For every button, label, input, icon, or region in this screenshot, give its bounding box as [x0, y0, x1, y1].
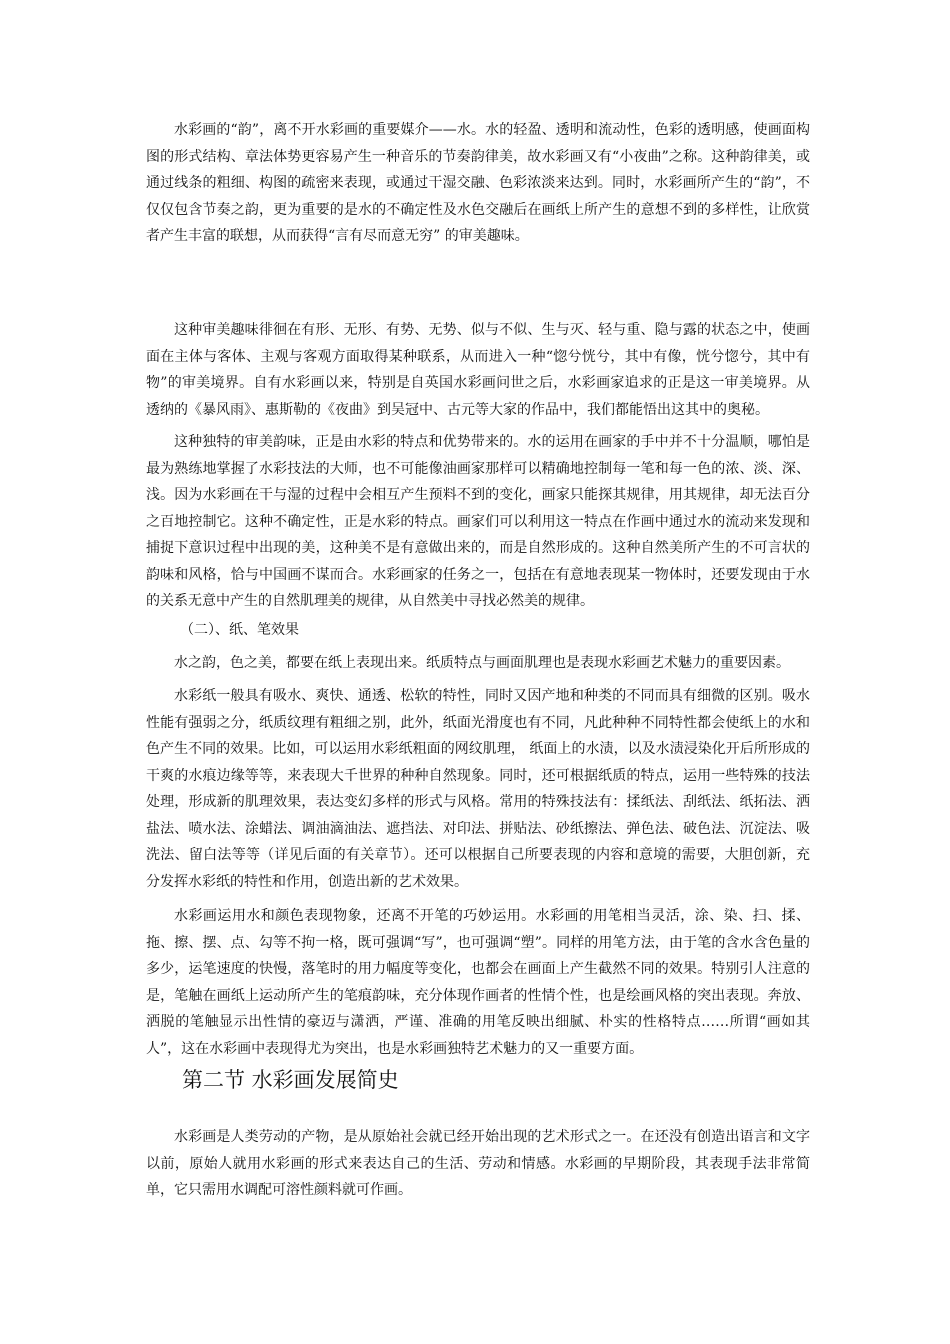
paragraph-history-intro: 水彩画是人类劳动的产物，是从原始社会就已经开始出现的艺术形式之一。在还没有创造出语言和文字以前，原始人就用水彩画的形式来表达自己的生活、劳动和情感。水彩画的早期阶段，其表现手法非常简单，它只需用水调配可溶性颜料就可作画。	[146, 1129, 810, 1198]
subsection-heading-paper-brush: （二）、纸、笔效果	[180, 622, 299, 638]
paragraph-aesthetic-realm: 这种审美趣味徘徊在有形、无形、有势、无势、似与不似、生与灭、轻与重、隐与露的状态之中，使画面在主体与客体、主观与客观方面取得某种联系，从而进入一种“惚兮恍兮，其中有像，恍兮惚兮，其中有物”的审美境界。自有水彩画以来，特别是自英国水彩画问世之后，水彩画家追求的正是这一审美境界。从透纳的《暴风雨》、惠斯勒的《夜曲》到吴冠中、古元等大家的作品中，我们都能悟出这其中的奥秘。	[146, 322, 810, 418]
section-heading-history: 第二节 水彩画发展简史	[182, 1068, 399, 1092]
paragraph-brush-use: 水彩画运用水和颜色表现物象，还离不开笔的巧妙运用。水彩画的用笔相当灵活，涂、染、扫、揉、拖、擦、摆、点、勾等不拘一格，既可强调“写”，也可强调“塑”。同样的用笔方法，由于笔的含水含色量的多少，运笔速度的快慢，落笔时的用力幅度等变化，也都会在画面上产生截然不同的效果。特别引人注意的是，笔触在画纸上运动所产生的笔痕韵味，充分体现作画者的性情个性，也是绘画风格的突出表现。奔放、洒脱的笔触显示出性情的豪迈与潇洒，严谨、准确的用笔反映出细腻、朴实的性格特点……所谓“画如其人”，这在水彩画中表现得尤为突出，也是水彩画独特艺术魅力的又一重要方面。	[146, 908, 810, 1057]
paragraph-unique-charm: 这种独特的审美韵味，正是由水彩的特点和优势带来的。水的运用在画家的手中并不十分温顺，哪怕是最为熟练地掌握了水彩技法的大师，也不可能像油画家那样可以精确地控制每一笔和每一色的浓、淡、深、浅。因为水彩画在干与湿的过程中会相互产生预料不到的变化，画家只能探其规律，用其规律，却无法百分之百地控制它。这种不确定性，正是水彩的特点。画家们可以利用这一特点在作画中通过水的流动来发现和捕捉下意识过程中出现的美，这种美不是有意做出来的，而是自然形成的。这种自然美所产生的不可言状的韵味和风格，恰与中国画不谋而合。水彩画家的任务之一，包括在有意地表现某一物体时，还要发现由于水的关系无意中产生的自然肌理美的规律，从自然美中寻找必然美的规律。	[146, 434, 810, 609]
paragraph-rhythm-of-water: 水彩画的“韵”，离不开水彩画的重要媒介——水。水的轻盈、透明和流动性，色彩的透明感，使画面构图的形式结构、章法体势更容易产生一种音乐的节奏韵律美，故水彩画又有“小夜曲”之称。这种韵律美，或通过线条的粗细、构图的疏密来表现，或通过干湿交融、色彩浓淡来达到。同时，水彩画所产生的“韵”，不仅仅包含节奏之韵，更为重要的是水的不确定性及水色交融后在画纸上所产生的意想不到的多样性，让欣赏者产生丰富的联想，从而获得“言有尽而意无穷” 的审美趣味。	[146, 122, 810, 244]
paragraph-paper-properties: 水彩纸一般具有吸水、爽快、通透、松软的特性，同时又因产地和种类的不同而具有细微的区别。吸水性能有强弱之分，纸质纹理有粗细之别，此外，纸面光滑度也有不同，凡此种种不同特性都会使纸上的水和色产生不同的效果。比如，可以运用水彩纸粗面的网纹肌理， 纸面上的水渍，以及水渍浸染化开后所形成的干爽的水痕边缘等等，来表现大千世界的种种自然现象。同时，还可根据纸质的特点，运用一些特殊的技法处理，形成新的肌理效果，表达变幻多样的形式与风格。常用的特殊技法有：揉纸法、刮纸法、纸拓法、洒盐法、喷水法、涂蜡法、调油滴油法、遮挡法、对印法、拼贴法、砂纸擦法、弹色法、破色法、沉淀法、吸洗法、留白法等等（详见后面的有关章节）。还可以根据自己所要表现的内容和意境的需要，大胆创新，充分发挥水彩纸的特性和作用，创造出新的艺术效果。	[146, 688, 810, 890]
paragraph-paper-intro: 水之韵，色之美，都要在纸上表现出来。纸质特点与画面肌理也是表现水彩画艺术魅力的重要因素。	[174, 655, 790, 671]
